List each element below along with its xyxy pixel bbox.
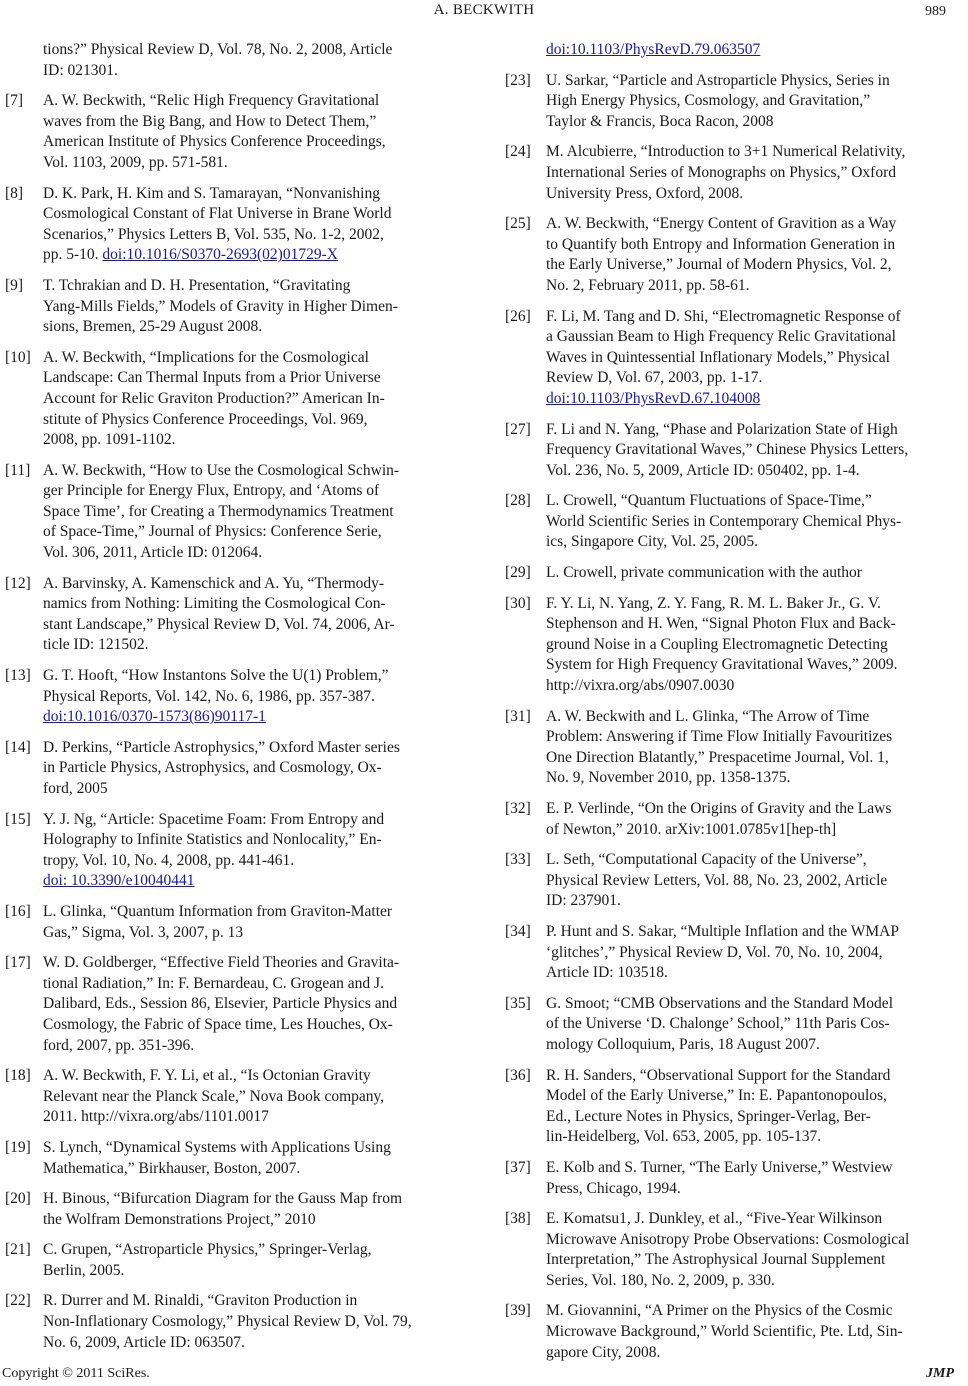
reference-line: No. 6, 2009, Article ID: 063507. bbox=[43, 1333, 245, 1351]
reference-line: http://vixra.org/abs/0907.0030 bbox=[546, 677, 735, 695]
reference-entry bbox=[0, 461, 462, 564]
reference-number: [16] bbox=[5, 902, 31, 920]
reference-number: [24] bbox=[505, 143, 531, 161]
reference-entry bbox=[503, 142, 965, 204]
reference-line: D. K. Park, H. Kim and S. Tamarayan, “Nonvanishing bbox=[43, 184, 380, 202]
reference-line: ford, 2005 bbox=[43, 780, 108, 797]
reference-entry bbox=[503, 1209, 965, 1291]
reference-line: Problem: Answering if Time Flow Initially Favouritizes bbox=[546, 728, 893, 746]
reference-entry bbox=[503, 1066, 965, 1148]
reference-line: D. Perkins, “Particle Astrophysics,” Oxford Master series bbox=[43, 738, 400, 756]
reference-number: [30] bbox=[505, 594, 531, 612]
reference-line: A. W. Beckwith, “How to Use the Cosmological Schwin- bbox=[43, 461, 400, 479]
reference-line: A. W. Beckwith and L. Glinka, “The Arrow of Time bbox=[546, 707, 870, 725]
reference-continuation bbox=[0, 40, 462, 81]
reference-line: No. 9, November 2010, pp. 1358-1375. bbox=[546, 769, 791, 787]
reference-line: M. Alcubierre, “Introduction to 3+1 Numerical Relativity, bbox=[546, 143, 906, 161]
reference-number: [36] bbox=[505, 1066, 531, 1084]
reference-line: Cosmological Constant of Flat Universe in Brane World bbox=[43, 205, 392, 223]
reference-number: [18] bbox=[5, 1067, 31, 1085]
reference-entry bbox=[0, 666, 462, 728]
reference-line: Review D, Vol. 67, 2003, pp. 1-17. bbox=[546, 369, 763, 387]
reference-line: A. W. Beckwith, “Implications for the Cosmological bbox=[43, 348, 369, 366]
reference-number: [9] bbox=[5, 276, 24, 294]
reference-line: tional Radiation,” In: F. Bernardeau, C. Grogean and J. bbox=[43, 974, 384, 992]
reference-line: of the Universe ‘D. Chalonge’ School,” 11th Paris Cos- bbox=[546, 1015, 890, 1033]
reference-line: Account for Relic Graviton Production?” American In- bbox=[43, 389, 385, 407]
reference-entry bbox=[0, 1138, 462, 1179]
reference-entry bbox=[0, 184, 462, 266]
reference-number: [22] bbox=[5, 1292, 31, 1310]
reference-line: Ed., Lecture Notes in Physics, Springer-Verlag, Ber- bbox=[546, 1107, 871, 1125]
footer-journal: JMP bbox=[926, 1366, 954, 1381]
reference-line: Microwave Anisotropy Probe Observations: Cosmological bbox=[546, 1230, 910, 1248]
reference-line: A. W. Beckwith, “Energy Content of Gravition as a Way bbox=[546, 215, 897, 233]
reference-line: ID: 021301. bbox=[43, 61, 118, 79]
reference-line: in Particle Physics, Astrophysics, and Cosmology, Ox- bbox=[43, 759, 382, 777]
reference-line: M. Giovannini, “A Primer on the Physics of the Cosmic bbox=[546, 1302, 893, 1320]
reference-number: [28] bbox=[505, 492, 531, 510]
reference-number: [20] bbox=[5, 1190, 31, 1208]
reference-line: F. Li, M. Tang and D. Shi, “Electromagnetic Response of bbox=[546, 307, 901, 325]
reference-line: tions?” Physical Review D, Vol. 78, No. 2, 2008, Article bbox=[43, 41, 393, 58]
reference-line: Frequency Gravitational Waves,” Chinese Physics Letters, bbox=[546, 441, 909, 459]
reference-number: [10] bbox=[5, 348, 31, 366]
reference-line: a Gaussian Beam to High Frequency Relic Gravitational bbox=[546, 328, 896, 346]
reference-line: mology Colloquium, Paris, 18 August 2007. bbox=[546, 1035, 820, 1053]
running-header-author: A. BECKWITH bbox=[433, 2, 535, 18]
reference-entry bbox=[503, 1301, 965, 1363]
reference-number: [23] bbox=[505, 71, 531, 89]
reference-entry bbox=[503, 594, 965, 697]
reference-line: ‘glitches’,” Physical Review D, Vol. 70, No. 10, 2004, bbox=[546, 943, 883, 961]
reference-line: H. Binous, “Bifurcation Diagram for the Gauss Map from bbox=[43, 1190, 403, 1208]
reference-entry bbox=[0, 91, 462, 173]
reference-number: [19] bbox=[5, 1138, 31, 1156]
reference-line: the Early Universe,” Journal of Modern Physics, Vol. 2, bbox=[546, 256, 892, 274]
right-column bbox=[503, 40, 965, 1373]
reference-entry bbox=[0, 902, 462, 943]
reference-line: sions, Bremen, 25-29 August 2008. bbox=[43, 318, 263, 336]
reference-entry bbox=[503, 214, 965, 296]
doi-link[interactable]: doi:10.1016/S0370-2693(02)01729-X bbox=[102, 246, 338, 264]
reference-number: [39] bbox=[505, 1302, 531, 1320]
reference-number: [17] bbox=[5, 954, 31, 972]
reference-number: [12] bbox=[5, 574, 31, 592]
reference-entry bbox=[503, 1158, 965, 1199]
reference-entry bbox=[503, 71, 965, 133]
reference-line: L. Crowell, “Quantum Fluctuations of Space-Time,” bbox=[546, 492, 872, 510]
reference-line: Taylor & Francis, Boca Racon, 2008 bbox=[546, 112, 774, 130]
reference-line: E. P. Verlinde, “On the Origins of Gravity and the Laws bbox=[546, 800, 892, 817]
reference-line: ford, 2007, pp. 351-396. bbox=[43, 1036, 195, 1054]
reference-line: ger Principle for Energy Flux, Entropy, and ‘Atoms of bbox=[43, 482, 380, 500]
reference-line: L. Crowell, private communication with the author bbox=[546, 564, 862, 582]
reference-line: E. Komatsu1, J. Dunkley, et al., “Five-Year Wilkinson bbox=[546, 1210, 883, 1228]
reference-line: Dalibard, Eds., Session 86, Elsevier, Particle Physics and bbox=[43, 995, 398, 1013]
reference-number: [14] bbox=[5, 738, 31, 756]
reference-line: Cosmology, the Fabric of Space time, Les Houches, Ox- bbox=[43, 1015, 393, 1033]
reference-entry bbox=[503, 420, 965, 482]
reference-number: [27] bbox=[505, 420, 531, 438]
reference-entry bbox=[0, 276, 462, 338]
reference-entry bbox=[503, 491, 965, 553]
reference-line: gapore City, 2008. bbox=[546, 1343, 661, 1361]
reference-line: World Scientific Series in Contemporary Chemical Phys- bbox=[546, 512, 902, 530]
reference-entry bbox=[503, 563, 965, 584]
doi-link[interactable]: doi:10.1103/PhysRevD.67.104008 bbox=[546, 389, 761, 407]
reference-entry bbox=[0, 1189, 462, 1230]
reference-line: pp. 5-10. doi:10.1016/S0370-2693(02)01729-X bbox=[43, 246, 338, 264]
reference-line: lin-Heidelberg, Vol. 653, 2005, pp. 105-137. bbox=[546, 1128, 822, 1146]
reference-line: Series, Vol. 180, No. 2, 2009, p. 330. bbox=[546, 1271, 775, 1289]
reference-line: the Wolfram Demonstrations Project,” 2010 bbox=[43, 1210, 316, 1228]
reference-number: [11] bbox=[5, 461, 31, 479]
reference-line: C. Grupen, “Astroparticle Physics,” Springer-Verlag, bbox=[43, 1241, 372, 1259]
reference-line: Model of the Early Universe,” In: E. Papantonopoulos, bbox=[546, 1087, 887, 1105]
reference-line: namics from Nothing: Limiting the Cosmological Con- bbox=[43, 595, 386, 613]
reference-line: 2011. http://vixra.org/abs/1101.0017 bbox=[43, 1108, 269, 1126]
reference-line: stant Landscape,” Physical Review D, Vol. 74, 2006, Ar- bbox=[43, 615, 395, 633]
reference-line: Microwave Background,” World Scientific, Pte. Ltd, Sin- bbox=[546, 1323, 903, 1341]
reference-line: High Energy Physics, Cosmology, and Gravitation,” bbox=[546, 92, 871, 110]
reference-line: Mathematica,” Birkhauser, Boston, 2007. bbox=[43, 1159, 301, 1177]
reference-line: waves from the Big Bang, and How to Detect Them,” bbox=[43, 112, 377, 130]
reference-line: Y. J. Ng, “Article: Spacetime Foam: From Entropy and bbox=[43, 810, 385, 828]
reference-line: F. Li and N. Yang, “Phase and Polarization State of High bbox=[546, 420, 898, 438]
reference-line: Article ID: 103518. bbox=[546, 964, 668, 982]
reference-line: One Direction Blatantly,” Prespacetime Journal, Vol. 1, bbox=[546, 748, 889, 766]
reference-line: Holography to Infinite Statistics and Nonlocality,” En- bbox=[43, 831, 382, 849]
reference-line: System for High Frequency Gravitational Waves,” 2009. bbox=[546, 656, 898, 674]
reference-line: Waves in Quintessential Inflationary Models,” Physical bbox=[546, 348, 890, 366]
reference-line: G. Smoot; “CMB Observations and the Standard Model bbox=[546, 994, 893, 1012]
reference-line: International Series of Monographs on Physics,” Oxford bbox=[546, 163, 896, 181]
reference-line: No. 2, February 2011, pp. 58-61. bbox=[546, 276, 750, 294]
reference-entry bbox=[503, 994, 965, 1056]
reference-line: Vol. 1103, 2009, pp. 571-581. bbox=[43, 153, 228, 171]
reference-line: L. Glinka, “Quantum Information from Graviton-Matter bbox=[43, 902, 393, 920]
page-number: 989 bbox=[925, 4, 946, 19]
reference-line: Non-Inflationary Cosmology,” Physical Review D, Vol. 79, bbox=[43, 1313, 412, 1331]
reference-line: G. T. Hooft, “How Instantons Solve the U(1) Problem,” bbox=[43, 667, 389, 685]
reference-line: Yang-Mills Fields,” Models of Gravity in Higher Dimen- bbox=[43, 297, 398, 315]
reference-line: ticle ID: 121502. bbox=[43, 636, 149, 654]
reference-entry bbox=[503, 850, 965, 912]
reference-entry bbox=[0, 953, 462, 1056]
reference-line: Vol. 306, 2011, Article ID: 012064. bbox=[43, 544, 263, 562]
reference-number: [34] bbox=[505, 922, 531, 940]
reference-number: [7] bbox=[5, 92, 24, 110]
reference-number: [15] bbox=[5, 810, 31, 828]
reference-number: [33] bbox=[505, 851, 531, 869]
reference-number: [38] bbox=[505, 1210, 531, 1228]
reference-line: University Press, Oxford, 2008. bbox=[546, 184, 744, 202]
reference-line: ics, Singapore City, Vol. 25, 2005. bbox=[546, 533, 758, 551]
reference-entry bbox=[503, 922, 965, 984]
reference-line: A. Barvinsky, A. Kamenschick and A. Yu, “Thermody- bbox=[43, 574, 385, 592]
reference-line: ground Noise in a Coupling Electromagnetic Detecting bbox=[546, 635, 888, 653]
reference-number: [21] bbox=[5, 1241, 31, 1259]
reference-line: Physical Reports, Vol. 142, No. 6, 1986, pp. 357-387. bbox=[43, 687, 375, 705]
reference-line: W. D. Goldberger, “Effective Field Theories and Gravita- bbox=[43, 954, 400, 972]
reference-entry bbox=[503, 799, 965, 840]
left-column bbox=[0, 40, 462, 1363]
reference-line: Landscape: Can Thermal Inputs from a Prior Universe bbox=[43, 369, 381, 387]
reference-entry bbox=[0, 738, 462, 800]
reference-entry bbox=[0, 348, 462, 451]
reference-line: Berlin, 2005. bbox=[43, 1261, 125, 1279]
reference-line: American Institute of Physics Conference Proceedings, bbox=[43, 133, 386, 151]
reference-line: R. H. Sanders, “Observational Support for the Standard bbox=[546, 1066, 891, 1084]
reference-line: to Quantify both Entropy and Information Generation in bbox=[546, 235, 896, 253]
reference-entry bbox=[0, 1240, 462, 1281]
reference-line: E. Kolb and S. Turner, “The Early Universe,” Westview bbox=[546, 1158, 893, 1176]
reference-line: of Space-Time,” Journal of Physics: Conference Serie, bbox=[43, 523, 382, 541]
reference-line: R. Durrer and M. Rinaldi, “Graviton Production in bbox=[43, 1292, 358, 1310]
reference-line: A. W. Beckwith, “Relic High Frequency Gravitational bbox=[43, 92, 380, 110]
doi-link[interactable]: doi:10.1016/0370-1573(86)90117-1 bbox=[43, 708, 266, 726]
reference-number: [37] bbox=[505, 1158, 531, 1176]
reference-line: Stephenson and H. Wen, “Signal Photon Flux and Back- bbox=[546, 615, 896, 633]
reference-number: [35] bbox=[505, 994, 531, 1012]
reference-line: 2008, pp. 1091-1102. bbox=[43, 431, 176, 449]
reference-line: T. Tchrakian and D. H. Presentation, “Gravitating bbox=[43, 276, 351, 294]
reference-entry bbox=[0, 574, 462, 656]
reference-line: Interpretation,” The Astrophysical Journal Supplement bbox=[546, 1251, 886, 1269]
reference-entry bbox=[0, 1291, 462, 1353]
reference-line: A. W. Beckwith, F. Y. Li, et al., “Is Octonian Gravity bbox=[43, 1067, 371, 1085]
reference-number: [29] bbox=[505, 564, 531, 582]
footer-copyright: Copyright © 2011 SciRes. bbox=[2, 1366, 150, 1381]
reference-line: Physical Review Letters, Vol. 88, No. 23, 2002, Article bbox=[546, 871, 888, 889]
reference-line: ID: 237901. bbox=[546, 892, 621, 910]
reference-line: Scenarios,” Physics Letters B, Vol. 535, No. 1-2, 2002, bbox=[43, 225, 384, 243]
reference-number: [25] bbox=[505, 215, 531, 233]
reference-entry bbox=[503, 307, 965, 410]
reference-line: S. Lynch, “Dynamical Systems with Applications Using bbox=[43, 1138, 391, 1156]
reference-number: [32] bbox=[505, 800, 531, 817]
doi-link[interactable]: doi: 10.3390/e10040441 bbox=[43, 872, 195, 890]
reference-line: tropy, Vol. 10, No. 4, 2008, pp. 441-461. bbox=[43, 851, 295, 869]
reference-line: L. Seth, “Computational Capacity of the Universe”, bbox=[546, 851, 867, 869]
reference-continuation bbox=[503, 40, 965, 61]
reference-line: U. Sarkar, “Particle and Astroparticle Physics, Series in bbox=[546, 71, 890, 89]
reference-line: F. Y. Li, N. Yang, Z. Y. Fang, R. M. L. Baker Jr., G. V. bbox=[546, 594, 881, 612]
reference-entry bbox=[0, 810, 462, 892]
reference-line: Press, Chicago, 1994. bbox=[546, 1179, 681, 1197]
reference-number: [8] bbox=[5, 184, 24, 202]
reference-line: stitute of Physics Conference Proceedings, Vol. 969, bbox=[43, 410, 368, 428]
reference-line: Vol. 236, No. 5, 2009, Article ID: 050402, pp. 1-4. bbox=[546, 461, 860, 479]
reference-entry bbox=[503, 707, 965, 789]
reference-line: Space Time’, for Creating a Thermodynamics Treatment bbox=[43, 502, 394, 520]
reference-number: [13] bbox=[5, 667, 31, 685]
reference-line: P. Hunt and S. Sakar, “Multiple Inflation and the WMAP bbox=[546, 922, 899, 940]
reference-number: [26] bbox=[505, 307, 531, 325]
reference-number: [31] bbox=[505, 707, 531, 725]
reference-line: Relevant near the Planck Scale,” Nova Book company, bbox=[43, 1087, 385, 1105]
reference-entry bbox=[0, 1066, 462, 1128]
doi-link[interactable]: doi:10.1103/PhysRevD.79.063507 bbox=[546, 41, 761, 58]
reference-line: of Newton,” 2010. arXiv:1001.0785v1[hep-th] bbox=[546, 820, 837, 838]
reference-line: Gas,” Sigma, Vol. 3, 2007, p. 13 bbox=[43, 923, 244, 941]
